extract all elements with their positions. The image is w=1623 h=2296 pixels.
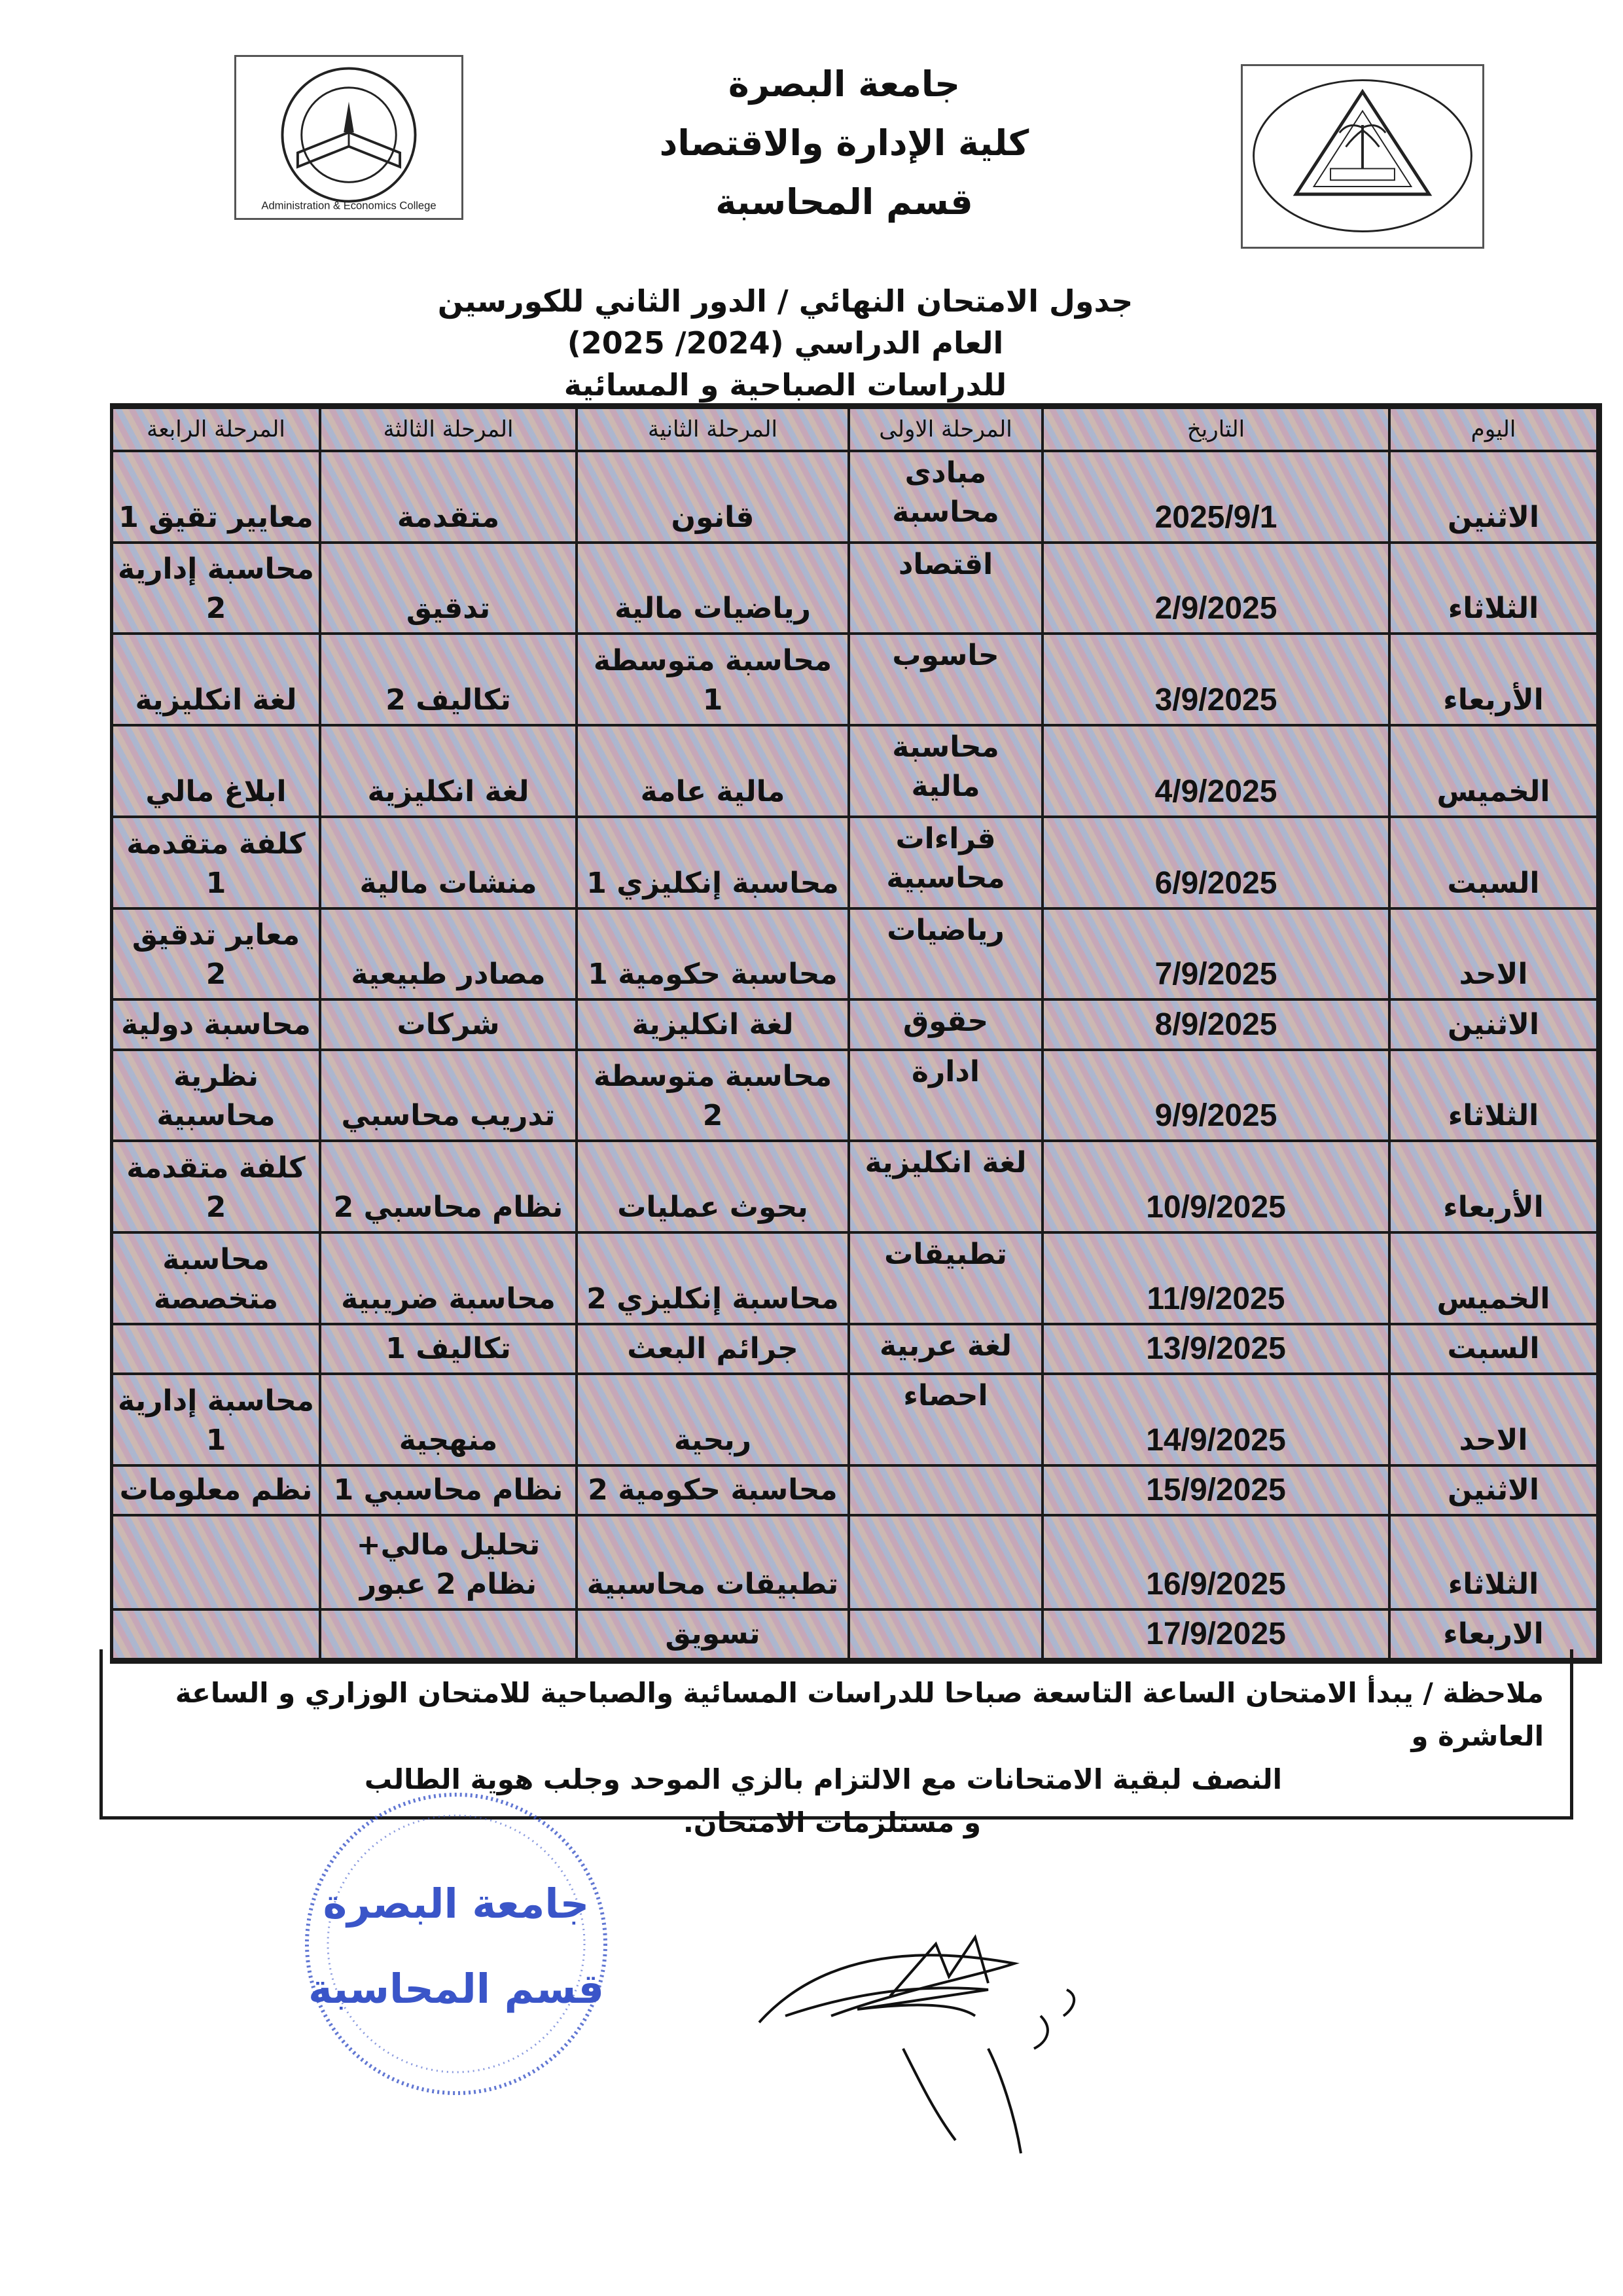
institution-header — [615, 55, 1073, 232]
cell-stage-1 — [849, 1465, 1043, 1515]
cell-date: 2025/9/1 — [1043, 451, 1389, 543]
table-row — [112, 999, 1597, 1049]
cell-date: 13/9/2025 — [1043, 1324, 1389, 1374]
table-row — [112, 1141, 1597, 1232]
cell-stage-2: تطبيقات محاسبية — [577, 1515, 849, 1609]
table-header-row — [112, 408, 1597, 451]
table-row — [112, 1465, 1597, 1515]
header-stage-4: المرحلة الرابعة — [112, 408, 320, 451]
cell-stage-2: محاسبة إنكليزي 1 — [577, 817, 849, 908]
signature — [740, 1918, 1106, 2193]
cell-stage-1 — [849, 1515, 1043, 1609]
cell-stage-3: شركات — [320, 999, 577, 1049]
cell-stage-4: محاسبة إدارية 1 — [112, 1374, 320, 1465]
cell-stage-3: تحليل مالي+ نظام 2 عبور — [320, 1515, 577, 1609]
table-row — [112, 634, 1597, 725]
cell-day: الثلاثاء — [1389, 1050, 1597, 1141]
cell-stage-4: معاير تدقيق 2 — [112, 908, 320, 1000]
cell-stage-1: تطبيقات — [849, 1232, 1043, 1324]
cell-date: 9/9/2025 — [1043, 1050, 1389, 1141]
header-stage-2: المرحلة الثانية — [577, 408, 849, 451]
college-name: كلية الإدارة والاقتصاد — [659, 122, 1029, 164]
cell-stage-2: رياضيات مالية — [577, 543, 849, 634]
cell-date: 4/9/2025 — [1043, 725, 1389, 817]
cell-stage-3: مصادر طبيعية — [320, 908, 577, 1000]
cell-stage-1: لغة عربية — [849, 1324, 1043, 1374]
cell-stage-3: تكاليف 2 — [320, 634, 577, 725]
cell-stage-3: تكاليف 1 — [320, 1324, 577, 1374]
cell-stage-2: محاسبة حكومية 2 — [577, 1465, 849, 1515]
cell-stage-4: نظم معلومات — [112, 1465, 320, 1515]
cell-day: الأربعاء — [1389, 1141, 1597, 1232]
cell-day: السبت — [1389, 1324, 1597, 1374]
cell-day: الخميس — [1389, 725, 1597, 817]
cell-stage-2: ربحية — [577, 1374, 849, 1465]
cell-day: الاثنين — [1389, 1465, 1597, 1515]
college-logo-en-text: Administration & Economics College — [261, 199, 437, 212]
note-line-1: ملاحظة / يبدأ الامتحان الساعة التاسعة صباحا للدراسات المسائية والصباحية للامتحان الوزاري و الساعة العاشرة و — [175, 1677, 1544, 1752]
table-row — [112, 817, 1597, 908]
cell-stage-4: محاسبة دولية — [112, 999, 320, 1049]
note-line-2: النصف لبقية الامتحانات مع الالتزام بالزي الموحد وجلب هوية الطالب — [364, 1763, 1282, 1795]
table-row — [112, 1374, 1597, 1465]
cell-day: السبت — [1389, 817, 1597, 908]
cell-stage-4: لغة انكليزية — [112, 634, 320, 725]
cell-stage-3: متقدمة — [320, 451, 577, 543]
cell-date: 8/9/2025 — [1043, 999, 1389, 1049]
cell-stage-3: منهجية — [320, 1374, 577, 1465]
table-row — [112, 725, 1597, 817]
cell-date: 10/9/2025 — [1043, 1141, 1389, 1232]
header-date: التاريخ — [1043, 408, 1389, 451]
cell-day: الاحد — [1389, 908, 1597, 1000]
table-row — [112, 1050, 1597, 1141]
cell-stage-1: حاسوب — [849, 634, 1043, 725]
cell-stage-1: محاسبة مالية — [849, 725, 1043, 817]
cell-date: 14/9/2025 — [1043, 1374, 1389, 1465]
table-row — [112, 908, 1597, 1000]
cell-stage-3: تدريب محاسبي — [320, 1050, 577, 1141]
cell-stage-2: محاسبة إنكليزي 2 — [577, 1232, 849, 1324]
cell-stage-2: بحوث عمليات — [577, 1141, 849, 1232]
cell-stage-2: لغة انكليزية — [577, 999, 849, 1049]
cell-stage-1: اقتصاد — [849, 543, 1043, 634]
cell-stage-1: ادارة — [849, 1050, 1043, 1141]
cell-stage-2: جرائم البعث — [577, 1324, 849, 1374]
cell-date: 7/9/2025 — [1043, 908, 1389, 1000]
schedule-title — [366, 280, 1204, 406]
cell-day: الخميس — [1389, 1232, 1597, 1324]
university-logo — [1241, 64, 1484, 249]
table-row — [112, 451, 1597, 543]
cell-stage-1: قراءات محاسبية — [849, 817, 1043, 908]
cell-day: الاحد — [1389, 1374, 1597, 1465]
cell-stage-4: كلفة متقدمة 1 — [112, 817, 320, 908]
department-stamp — [296, 1787, 616, 2101]
cell-stage-4 — [112, 1515, 320, 1609]
cell-stage-4: معايير تقيق 1 — [112, 451, 320, 543]
cell-date: 3/9/2025 — [1043, 634, 1389, 725]
cell-stage-2: محاسبة متوسطة 1 — [577, 634, 849, 725]
table-row — [112, 1232, 1597, 1324]
cell-day: الثلاثاء — [1389, 1515, 1597, 1609]
header-stage-1: المرحلة الاولى — [849, 408, 1043, 451]
cell-stage-1: حقوق — [849, 999, 1043, 1049]
cell-day: الثلاثاء — [1389, 543, 1597, 634]
cell-stage-3: نظام محاسبي 2 — [320, 1141, 577, 1232]
cell-stage-3: نظام محاسبي 1 — [320, 1465, 577, 1515]
cell-stage-2: محاسبة متوسطة 2 — [577, 1050, 849, 1141]
cell-stage-4: محاسبة إدارية 2 — [112, 543, 320, 634]
cell-day: الاربعاء — [1389, 1609, 1597, 1659]
cell-stage-3: محاسبة ضريبية — [320, 1232, 577, 1324]
cell-day: الاثنين — [1389, 451, 1597, 543]
cell-stage-4: كلفة متقدمة 2 — [112, 1141, 320, 1232]
header-stage-3: المرحلة الثالثة — [320, 408, 577, 451]
title-line-1: جدول الامتحان النهائي / الدور الثاني للكورسين — [437, 283, 1133, 319]
note-line-3: و مستلزمات الامتحان. — [683, 1806, 981, 1839]
stamp-line-1: جامعة البصرة — [323, 1880, 590, 1928]
cell-stage-2: قانون — [577, 451, 849, 543]
cell-stage-2: محاسبة حكومية 1 — [577, 908, 849, 1000]
table-row — [112, 1324, 1597, 1374]
cell-stage-3: تدقيق — [320, 543, 577, 634]
table-row — [112, 543, 1597, 634]
department-name: قسم المحاسبة — [715, 181, 973, 223]
cell-stage-4: محاسبة متخصصة — [112, 1232, 320, 1324]
cell-stage-1: مبادى محاسبة — [849, 451, 1043, 543]
cell-stage-1: احصاء — [849, 1374, 1043, 1465]
university-name: جامعة البصرة — [728, 63, 961, 105]
cell-stage-3: لغة انكليزية — [320, 725, 577, 817]
cell-stage-1: لغة انكليزية — [849, 1141, 1043, 1232]
table-row — [112, 1515, 1597, 1609]
exam-schedule-table — [110, 403, 1602, 1664]
cell-stage-4: نظرية محاسبية — [112, 1050, 320, 1141]
title-line-3: للدراسات الصباحية و المسائية — [563, 367, 1007, 403]
cell-date: 6/9/2025 — [1043, 817, 1389, 908]
cell-date: 16/9/2025 — [1043, 1515, 1389, 1609]
college-logo — [234, 55, 463, 220]
stamp-line-2: قسم المحاسبة — [308, 1965, 604, 2013]
cell-stage-4 — [112, 1324, 320, 1374]
cell-date: 17/9/2025 — [1043, 1609, 1389, 1659]
cell-day: الاثنين — [1389, 999, 1597, 1049]
cell-stage-2: تسويق — [577, 1609, 849, 1659]
cell-date: 15/9/2025 — [1043, 1465, 1389, 1515]
cell-stage-4: ابلاغ مالي — [112, 725, 320, 817]
cell-stage-2: مالية عامة — [577, 725, 849, 817]
cell-date: 11/9/2025 — [1043, 1232, 1389, 1324]
title-line-2: العام الدراسي (2024/ 2025) — [567, 325, 1004, 361]
cell-date: 2/9/2025 — [1043, 543, 1389, 634]
cell-stage-1: رياضيات — [849, 908, 1043, 1000]
cell-stage-3: منشات مالية — [320, 817, 577, 908]
header-day: اليوم — [1389, 408, 1597, 451]
cell-day: الأربعاء — [1389, 634, 1597, 725]
